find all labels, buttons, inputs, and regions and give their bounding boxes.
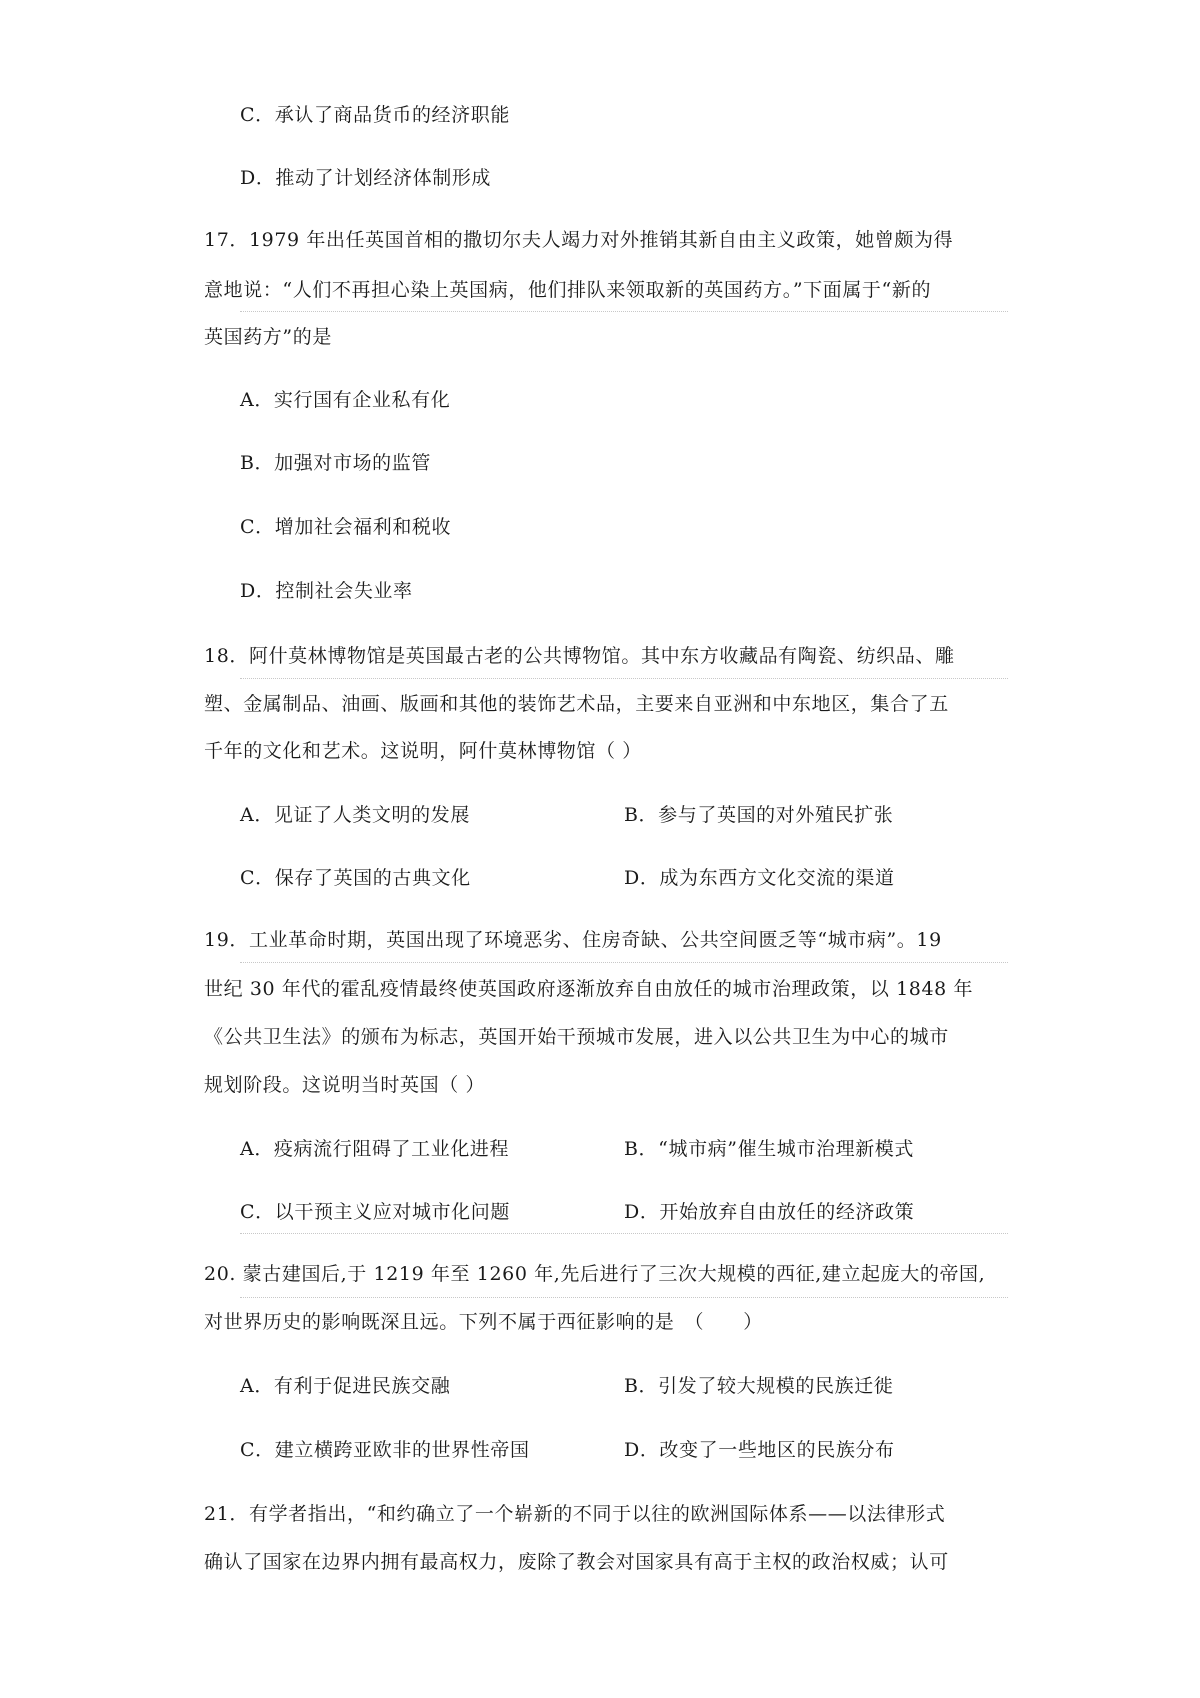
question-17-line-1: 17．1979 年出任英国首相的撒切尔夫人竭力对外推销其新自由主义政策，她曾颇为得 [204,229,954,251]
option-d: D．推动了计划经济体制形成 [240,167,492,189]
question-19-line-2: 世纪 30 年代的霍乱疫情最终使英国政府逐渐放弃自由放任的城市治理政策，以 1848 年 [204,978,974,1000]
divider [240,1233,1008,1234]
question-19-line-3: 《公共卫生法》的颁布为标志，英国开始干预城市发展，进入以公共卫生为中心的城市 [204,1026,949,1048]
question-17-option-c: C．增加社会福利和税收 [240,516,452,538]
question-18-option-c: C．保存了英国的古典文化 [240,867,471,889]
question-19-line-1: 19．工业革命时期，英国出现了环境恶劣、住房奇缺、公共空间匮乏等“城市病”。19 [204,929,942,951]
question-17-line-3: 英国药方”的是 [204,326,332,348]
divider [240,962,1008,963]
question-20-line-1: 20. 蒙古建国后,于 1219 年至 1260 年,先后进行了三次大规模的西征,建立起庞大的帝国, [204,1263,986,1285]
question-20-option-d: D．改变了一些地区的民族分布 [624,1439,895,1461]
question-17-option-a: A．实行国有企业私有化 [240,389,451,411]
divider [240,1297,1008,1298]
question-18-line-1: 18．阿什莫林博物馆是英国最古老的公共博物馆。其中东方收藏品有陶瓷、纺织品、雕 [204,645,955,667]
question-19-option-b: B．“城市病”催生城市治理新模式 [624,1138,914,1160]
question-19-line-4: 规划阶段。这说明当时英国（ ） [204,1074,486,1096]
divider [240,311,1008,312]
option-c: C．承认了商品货币的经济职能 [240,104,510,126]
question-17-option-d: D．控制社会失业率 [240,580,413,602]
divider [240,678,1008,679]
question-19-option-c: C．以干预主义应对城市化问题 [240,1201,510,1223]
question-18-option-a: A．见证了人类文明的发展 [240,804,470,826]
question-20-option-c: C．建立横跨亚欧非的世界性帝国 [240,1439,530,1461]
question-17-option-b: B．加强对市场的监管 [240,452,431,474]
question-18-line-3: 千年的文化和艺术。这说明，阿什莫林博物馆（ ） [204,740,642,762]
question-19-option-a: A．疫病流行阻碍了工业化进程 [240,1138,510,1160]
question-17-line-2: 意地说：“人们不再担心染上英国病，他们排队来领取新的英国药方。”下面属于“新的 [204,279,932,301]
question-21-line-2: 确认了国家在边界内拥有最高权力，废除了教会对国家具有高于主权的政治权威；认可 [204,1551,949,1573]
question-20-option-b: B．引发了较大规模的民族迁徙 [624,1375,894,1397]
question-18-line-2: 塑、金属制品、油画、版画和其他的装饰艺术品，主要来自亚洲和中东地区，集合了五 [204,693,949,715]
question-18-option-b: B．参与了英国的对外殖民扩张 [624,804,894,826]
question-20-line-2: 对世界历史的影响既深且远。下列不属于西征影响的是 （ ） [204,1311,763,1333]
question-18-option-d: D．成为东西方文化交流的渠道 [624,867,895,889]
question-19-option-d: D．开始放弃自由放任的经济政策 [624,1201,915,1223]
question-20-option-a: A．有利于促进民族交融 [240,1375,451,1397]
question-21-line-1: 21．有学者指出，“和约确立了一个崭新的不同于以往的欧洲国际体系——以法律形式 [204,1503,946,1525]
